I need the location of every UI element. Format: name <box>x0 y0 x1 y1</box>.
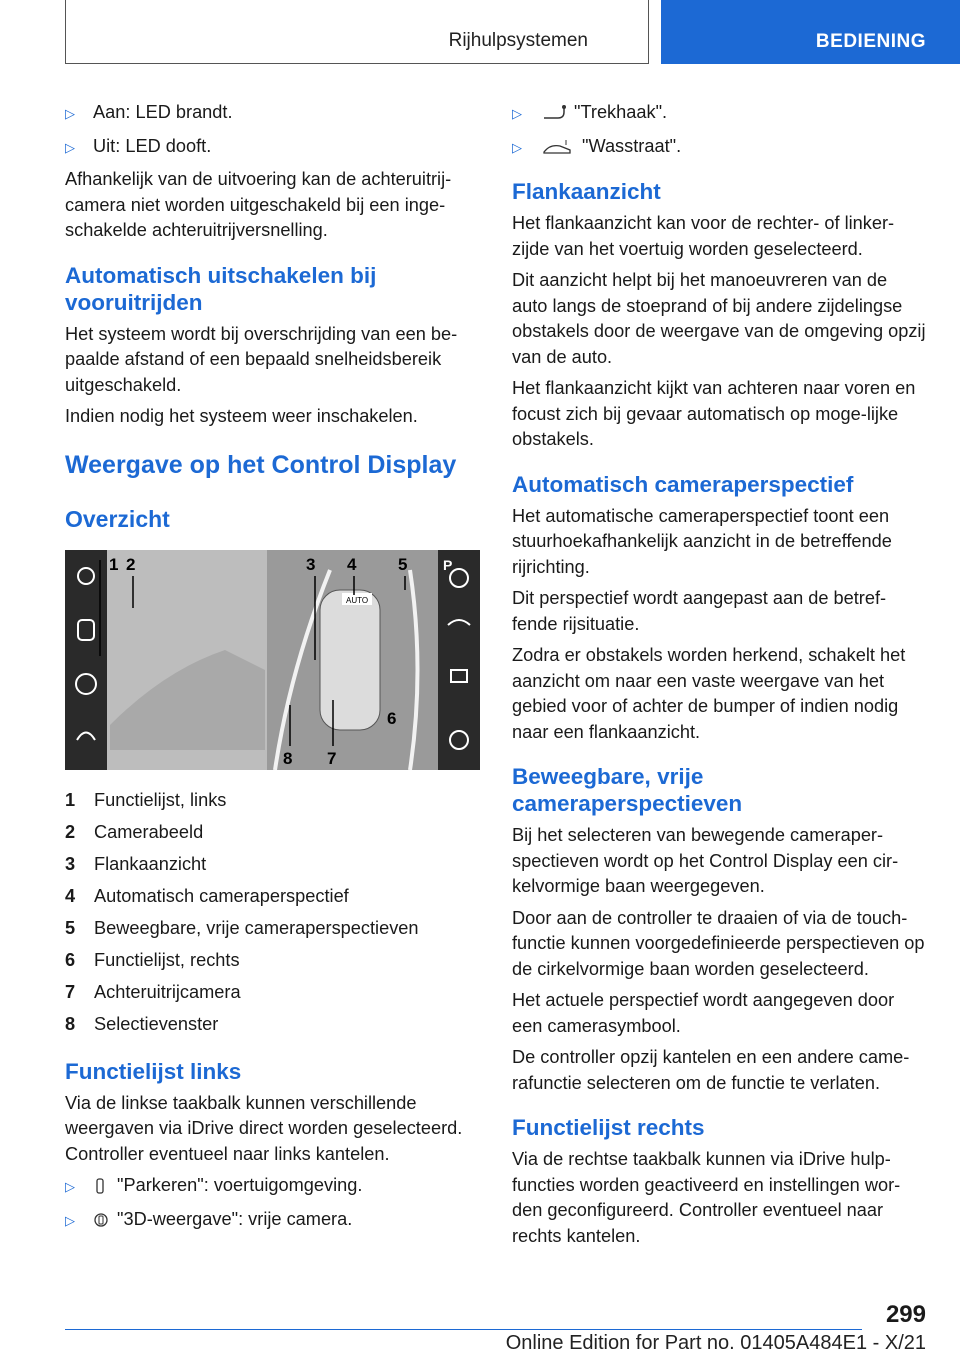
callout-7: 7 <box>327 748 337 768</box>
paragraph: Het flankaanzicht kan voor de rechter- of linker-zijde van het voertuig worden geselecteerd. <box>512 213 895 259</box>
heading-automatic-off: Automatisch uitschakelen bij vooruitrijden <box>65 262 377 315</box>
paragraph: Via de rechtse taakbalk kunnen via iDrive hulp-functies worden geactiveerd en instellingen wor-den geconfigureerd. Controller eventueel naar rechts kantelen. <box>512 1149 901 1246</box>
legend-item: 8 Selectievenster <box>65 1013 219 1034</box>
right-function-bar <box>438 550 480 770</box>
list-item: ▷ "Wasstraat". <box>512 134 927 161</box>
paragraph: Het systeem wordt bij overschrijding van een be-paalde afstand of een bepaald snelheidsbereik uitgeschakeld. <box>65 323 458 395</box>
list-item: ▷ "Trekhaak". <box>512 100 927 127</box>
callout-5: 5 <box>398 554 408 574</box>
paragraph: De controller opzij kantelen en een andere came-rafunctie selecteren om de functie te verlaten. <box>512 1047 910 1093</box>
legend-item: 5 Beweegbare, vrije cameraperspectieven <box>65 917 419 938</box>
heading-flank-view: Flankaanzicht <box>512 179 661 204</box>
paragraph: Zodra er obstakels worden herkend, schakelt het aanzicht om naar een vaste weergave van het gebied voor of achter de bumper of indien nodig naar een flankaanzicht. <box>512 645 906 742</box>
legend-item: 4 Automatisch cameraperspectief <box>65 885 349 906</box>
camera-view-illustration <box>65 550 480 770</box>
3d-view-icon <box>93 1207 117 1234</box>
section-title: Rijhulpsystemen <box>448 30 588 51</box>
auto-badge-text: AUTO <box>346 595 369 605</box>
legend-item: 1 Functielijst, links <box>65 789 227 810</box>
paragraph: Afhankelijk van de uitvoering kan de achteruitrij-camera niet worden uitgeschakeld bij een inge-schakelde achteruitrijversnelling. <box>65 169 452 240</box>
heading-function-list-right: Functielijst rechts <box>512 1115 705 1140</box>
page-number: 299 <box>885 1301 926 1328</box>
paragraph: Dit perspectief wordt aangepast aan de betref-fende rijsituatie. <box>512 588 887 634</box>
heading-free-perspectives: Beweegbare, vrije cameraperspectieven <box>512 764 743 816</box>
triangle-bullet-icon: ▷ <box>65 106 75 121</box>
heading-control-display: Weergave op het Control Display <box>65 450 457 479</box>
paragraph: Bij het selecteren van bewegende cameraper-spectieven wordt op het Control Display een cir-kelvormige baan weergegeven. <box>512 825 899 896</box>
list-item: ▷ "3D-weergave": vrije camera. <box>65 1207 480 1234</box>
callout-4: 4 <box>347 554 357 574</box>
paragraph: Dit aanzicht helpt bij het manoeuvreren van de auto langs de stoeprand of bij andere zijdelingse obstakels door de weergave van de omgeving opzij van de auto. <box>512 270 926 367</box>
heading-overview: Overzicht <box>65 505 170 532</box>
list-item: ▷ Uit: LED dooft. <box>65 134 480 161</box>
edition-footer: Online Edition for Part no. 01405A484E1 - X/21 <box>505 1332 926 1354</box>
footer-divider <box>65 1329 862 1330</box>
legend-item: 3 Flankaanzicht <box>65 853 207 874</box>
paragraph: Het flankaanzicht kijkt van achteren naar voren en focust zich bij gevaar automatisch op moge-lijke obstakels. <box>512 378 916 449</box>
legend-item: 2 Camerabeeld <box>65 821 204 842</box>
callout-8: 8 <box>283 748 293 768</box>
trailer-hitch-icon <box>540 100 574 127</box>
chapter-tab[interactable] <box>661 0 960 64</box>
paragraph: Door aan de controller te draaien of via de touch-functie kunnen voorgedefinieerde perspectieven op de cirkelvormige baan worden geselecteerd. <box>512 907 925 979</box>
heading-function-list-left: Functielijst links <box>65 1058 242 1084</box>
callout-6: 6 <box>387 708 397 728</box>
triangle-bullet-icon: ▷ <box>65 1179 75 1194</box>
callout-2: 2 <box>126 554 136 574</box>
paragraph: Het actuele perspectief wordt aangegeven door een camerasymbool. <box>512 990 895 1036</box>
triangle-bullet-icon: ▷ <box>512 106 522 121</box>
paragraph: Het automatische cameraperspectief toont een stuurhoekafhankelijk aanzicht in de betreffende rijrichting. <box>512 505 892 577</box>
heading-auto-perspective: Automatisch cameraperspectief <box>512 471 854 497</box>
car-wash-icon <box>540 134 582 161</box>
callout-1: 1 <box>109 554 119 574</box>
list-item: ▷ Aan: LED brandt. <box>65 100 480 127</box>
triangle-bullet-icon: ▷ <box>65 139 75 155</box>
right-column <box>512 100 927 1255</box>
legend-item: 7 Achteruitrijcamera <box>65 981 241 1002</box>
park-label: P <box>443 556 453 573</box>
paragraph: Indien nodig het systeem weer inschakelen. <box>65 406 418 426</box>
top-view-car <box>320 590 380 730</box>
left-column <box>65 100 480 1240</box>
triangle-bullet-icon: ▷ <box>512 139 522 155</box>
triangle-bullet-icon: ▷ <box>65 1212 75 1228</box>
paragraph: Via de linkse taakbalk kunnen verschillende weergaven via iDrive direct worden geselecteerd. Controller eventueel naar links kantelen. <box>65 1092 463 1164</box>
chapter-tab-label: BEDIENING <box>815 31 926 52</box>
control-display-figure <box>65 550 480 770</box>
parking-icon <box>93 1173 117 1200</box>
figure-legend <box>65 784 480 1040</box>
list-item: ▷ "Parkeren": voertuigomgeving. <box>65 1173 480 1200</box>
legend-item: 6 Functielijst, rechts <box>65 949 240 970</box>
callout-3: 3 <box>306 554 316 574</box>
